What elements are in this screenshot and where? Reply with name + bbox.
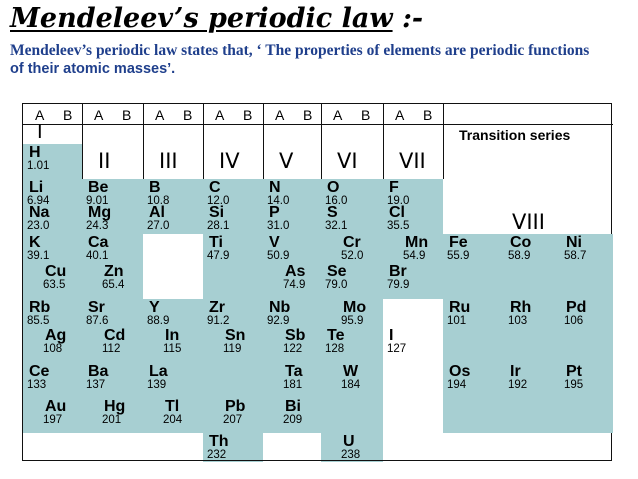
atomic-mass: 65.4 — [102, 279, 125, 291]
title-suffix: :- — [392, 3, 424, 34]
atomic-mass: 128 — [325, 343, 345, 355]
element-symbol: Ti — [209, 234, 223, 251]
atomic-mass: 85.5 — [27, 315, 50, 327]
column-divider — [203, 104, 204, 179]
atomic-mass: 207 — [223, 414, 243, 426]
atomic-mass: 95.9 — [341, 315, 364, 327]
header-divider — [23, 124, 613, 125]
element-symbol: Ba — [88, 363, 109, 380]
atomic-mass: 58.7 — [564, 250, 587, 262]
group-numeral: VI — [337, 149, 358, 173]
element-symbol: Al — [149, 204, 165, 221]
atomic-mass: 50.9 — [267, 250, 290, 262]
element-symbol: Ir — [510, 363, 521, 380]
periodic-table — [22, 103, 612, 461]
atomic-mass: 10.8 — [147, 195, 170, 207]
element-symbol: Th — [209, 433, 229, 450]
element-symbol: Mn — [405, 234, 429, 251]
group-numeral: IV — [219, 149, 240, 173]
element-symbol: Si — [209, 204, 225, 221]
element-symbol: Mg — [88, 204, 112, 221]
law-statement-line-2: of their atomic masses’. — [10, 61, 176, 77]
atomic-mass: 195 — [564, 379, 584, 391]
element-symbol: Sb — [285, 327, 306, 344]
atomic-mass: 184 — [341, 379, 361, 391]
atomic-mass: 39.1 — [27, 250, 50, 262]
element-symbol: Sn — [225, 327, 246, 344]
column-divider — [143, 104, 144, 179]
element-symbol: Na — [29, 204, 50, 221]
subgroup-label: A — [395, 107, 405, 123]
subgroup-label: B — [183, 107, 193, 123]
subgroup-label: A — [94, 107, 104, 123]
element-symbol: S — [327, 204, 338, 221]
element-symbol: Se — [327, 263, 347, 280]
group-numeral: V — [279, 149, 294, 173]
atomic-mass: 35.5 — [387, 220, 410, 232]
atomic-mass: 52.0 — [341, 250, 364, 262]
law-statement-line-1: Mendeleev’s periodic law states that, ‘ The properties of elements are periodic functions — [10, 42, 590, 59]
group-numeral: III — [159, 149, 178, 173]
subgroup-label: A — [35, 107, 45, 123]
atomic-mass: 6.94 — [27, 195, 50, 207]
subgroup-label: B — [243, 107, 253, 123]
element-symbol: Y — [149, 299, 160, 316]
element-symbol: Br — [389, 263, 407, 280]
element-symbol: B — [149, 179, 161, 196]
column-divider — [321, 104, 322, 179]
atomic-mass: 88.9 — [147, 315, 170, 327]
atomic-mass: 106 — [564, 315, 584, 327]
atomic-mass: 112 — [102, 343, 121, 355]
element-symbol: Ce — [29, 363, 50, 380]
atomic-mass: 197 — [43, 414, 63, 426]
atomic-mass: 103 — [508, 315, 528, 327]
transition-series-label: Transition series — [459, 127, 571, 143]
element-symbol: K — [29, 234, 41, 251]
atomic-mass: 127 — [387, 343, 407, 355]
element-symbol: Sr — [88, 299, 105, 316]
atomic-mass: 79.9 — [387, 279, 410, 291]
atomic-mass: 115 — [163, 343, 182, 355]
atomic-mass: 194 — [447, 379, 467, 391]
element-symbol: Ta — [285, 363, 303, 380]
element-symbol: W — [343, 363, 359, 380]
element-symbol: Cr — [343, 234, 361, 251]
atomic-mass: 133 — [27, 379, 47, 391]
atomic-mass: 40.1 — [86, 250, 109, 262]
group-numeral-viii: VIII — [512, 210, 545, 234]
element-symbol: Tl — [165, 398, 180, 415]
atomic-mass: 27.0 — [147, 220, 170, 232]
title-text: Mendeleev’s periodic law — [10, 3, 393, 34]
element-symbol: F — [389, 179, 399, 196]
element-symbol: Zr — [209, 299, 225, 316]
element-symbol: P — [269, 204, 280, 221]
element-symbol: C — [209, 179, 221, 196]
element-symbol: Cl — [389, 204, 405, 221]
atomic-mass: 101 — [447, 315, 467, 327]
element-symbol: La — [149, 363, 168, 380]
atomic-mass: 139 — [147, 379, 167, 391]
group-numeral: II — [98, 149, 111, 173]
element-symbol: Co — [510, 234, 532, 251]
element-symbol: H — [29, 144, 41, 161]
atomic-mass: 9.01 — [86, 195, 109, 207]
element-symbol: Fe — [449, 234, 468, 251]
subgroup-label: B — [303, 107, 313, 123]
atomic-mass: 54.9 — [403, 250, 426, 262]
element-symbol: Pt — [566, 363, 582, 380]
atomic-mass: 12.0 — [207, 195, 230, 207]
atomic-mass: 58.9 — [508, 250, 531, 262]
atomic-mass: 47.9 — [207, 250, 230, 262]
atomic-mass: 91.2 — [207, 315, 230, 327]
element-symbol: Cd — [104, 327, 126, 344]
filled-cell — [23, 363, 383, 433]
filled-cell — [23, 234, 143, 299]
atomic-mass: 87.6 — [86, 315, 109, 327]
column-divider — [82, 104, 83, 179]
element-symbol: In — [165, 327, 180, 344]
element-symbol: I — [389, 327, 394, 344]
element-symbol: Rh — [510, 299, 532, 316]
element-symbol: Rb — [29, 299, 51, 316]
subgroup-label: B — [122, 107, 132, 123]
subgroup-label: A — [155, 107, 165, 123]
element-symbol: Pd — [566, 299, 587, 316]
element-symbol: Pb — [225, 398, 246, 415]
subgroup-label: B — [423, 107, 433, 123]
atomic-mass: 204 — [163, 414, 183, 426]
element-symbol: Hg — [104, 398, 126, 415]
atomic-mass: 55.9 — [447, 250, 470, 262]
atomic-mass: 238 — [341, 449, 361, 461]
atomic-mass: 122 — [283, 343, 303, 355]
element-symbol: Ca — [88, 234, 109, 251]
atomic-mass: 31.0 — [267, 220, 290, 232]
page-title — [10, 0, 423, 38]
atomic-mass: 79.0 — [325, 279, 348, 291]
atomic-mass: 74.9 — [283, 279, 306, 291]
atomic-mass: 19.0 — [387, 195, 410, 207]
element-symbol: N — [269, 179, 281, 196]
element-symbol: Ru — [449, 299, 471, 316]
element-symbol: V — [269, 234, 280, 251]
subgroup-label: A — [275, 107, 285, 123]
atomic-mass: 209 — [283, 414, 303, 426]
element-symbol: Li — [29, 179, 44, 196]
subgroup-label: B — [361, 107, 371, 123]
group-numeral: VII — [399, 149, 426, 173]
element-symbol: Os — [449, 363, 471, 380]
subgroup-label: A — [215, 107, 225, 123]
atomic-mass: 16.0 — [325, 195, 348, 207]
element-symbol: Ni — [566, 234, 582, 251]
subgroup-label: B — [63, 107, 73, 123]
atomic-mass: 92.9 — [267, 315, 290, 327]
element-symbol: O — [327, 179, 340, 196]
group-numeral: I — [37, 121, 43, 143]
column-divider — [263, 104, 264, 179]
column-divider — [443, 104, 444, 179]
atomic-mass: 28.1 — [207, 220, 230, 232]
element-symbol: U — [343, 433, 355, 450]
atomic-mass: 232 — [207, 449, 227, 461]
element-symbol: Nb — [269, 299, 291, 316]
atomic-mass: 181 — [283, 379, 303, 391]
atomic-mass: 137 — [86, 379, 106, 391]
element-symbol: Au — [45, 398, 67, 415]
element-symbol: Ag — [45, 327, 67, 344]
subgroup-label: A — [333, 107, 343, 123]
atomic-mass: 63.5 — [43, 279, 66, 291]
atomic-mass: 201 — [102, 414, 122, 426]
element-symbol: Bi — [285, 398, 301, 415]
element-symbol: Cu — [45, 263, 67, 280]
element-symbol: Zn — [104, 263, 124, 280]
atomic-mass: 14.0 — [267, 195, 290, 207]
element-symbol: Mo — [343, 299, 367, 316]
atomic-mass: 23.0 — [27, 220, 50, 232]
atomic-mass: 108 — [43, 343, 63, 355]
atomic-mass: 32.1 — [325, 220, 348, 232]
atomic-mass: 24.3 — [86, 220, 109, 232]
element-symbol: Be — [88, 179, 109, 196]
atomic-mass: 119 — [223, 343, 242, 355]
element-symbol: As — [285, 263, 306, 280]
element-symbol: Te — [327, 327, 345, 344]
column-divider — [383, 104, 384, 179]
atomic-mass: 1.01 — [27, 160, 50, 172]
atomic-mass: 192 — [508, 379, 528, 391]
